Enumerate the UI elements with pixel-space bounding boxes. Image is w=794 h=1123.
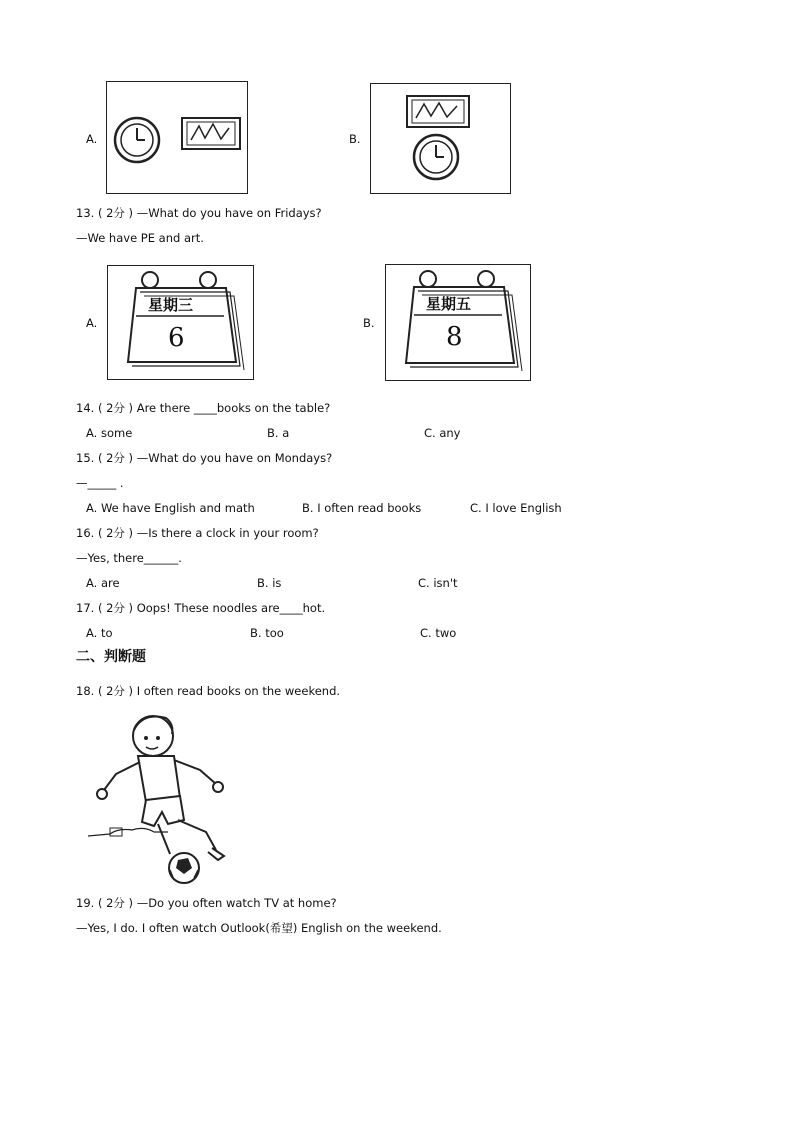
q14-option-c[interactable]: C. any bbox=[424, 426, 461, 440]
q16-option-c[interactable]: C. isn't bbox=[418, 576, 458, 590]
q14-stem: 14. ( 2分 ) Are there ____books on the table? bbox=[76, 401, 331, 415]
q14-option-b[interactable]: B. a bbox=[267, 426, 290, 440]
picture-above-clock-illustration bbox=[371, 84, 510, 193]
calendar-b-weekday: 星期五 bbox=[426, 295, 472, 313]
q18-stem: 18. ( 2分 ) I often read books on the weekend. bbox=[76, 684, 341, 698]
q12-option-b-image bbox=[370, 83, 511, 194]
q12-option-b-label: B. bbox=[349, 132, 361, 146]
q12-option-a-label: A. bbox=[86, 132, 98, 146]
q13-option-b-label: B. bbox=[363, 316, 375, 330]
calendar-a-day: 6 bbox=[168, 323, 185, 353]
q15-option-a[interactable]: A. We have English and math bbox=[86, 501, 255, 515]
q13-stem: 13. ( 2分 ) —What do you have on Fridays? bbox=[76, 206, 322, 220]
calendar-b-day: 8 bbox=[446, 322, 463, 352]
boy-kicking-football-illustration bbox=[88, 710, 238, 888]
q16-option-b[interactable]: B. is bbox=[257, 576, 282, 590]
q13-option-b-image bbox=[385, 264, 531, 381]
section-heading-true-false: 二、判断题 bbox=[76, 649, 146, 665]
q14-option-a[interactable]: A. some bbox=[86, 426, 133, 440]
q15-option-b[interactable]: B. I often read books bbox=[302, 501, 422, 515]
calendar-a-weekday: 星期三 bbox=[148, 296, 194, 314]
q13-option-a-label: A. bbox=[86, 316, 98, 330]
q16-option-a[interactable]: A. are bbox=[86, 576, 120, 590]
q15-option-c[interactable]: C. I love English bbox=[470, 501, 562, 515]
q16-stem: 16. ( 2分 ) —Is there a clock in your room? bbox=[76, 526, 319, 540]
q13-option-a-image bbox=[107, 265, 254, 380]
q19-answer: —Yes, I do. I often watch Outlook(希望) English on the weekend. bbox=[76, 921, 442, 935]
q17-option-c[interactable]: C. two bbox=[420, 626, 457, 640]
q12-option-a-image bbox=[106, 81, 248, 194]
clock-and-picture-illustration bbox=[107, 82, 247, 193]
q16-answer: —Yes, there______. bbox=[76, 551, 182, 565]
q15-stem: 15. ( 2分 ) —What do you have on Mondays? bbox=[76, 451, 333, 465]
q13-answer: —We have PE and art. bbox=[76, 231, 204, 245]
q17-stem: 17. ( 2分 ) Oops! These noodles are____hot. bbox=[76, 601, 326, 615]
q17-option-b[interactable]: B. too bbox=[250, 626, 284, 640]
q19-stem: 19. ( 2分 ) —Do you often watch TV at home? bbox=[76, 896, 337, 910]
q17-option-a[interactable]: A. to bbox=[86, 626, 113, 640]
q15-blank: —_____ . bbox=[76, 476, 124, 490]
